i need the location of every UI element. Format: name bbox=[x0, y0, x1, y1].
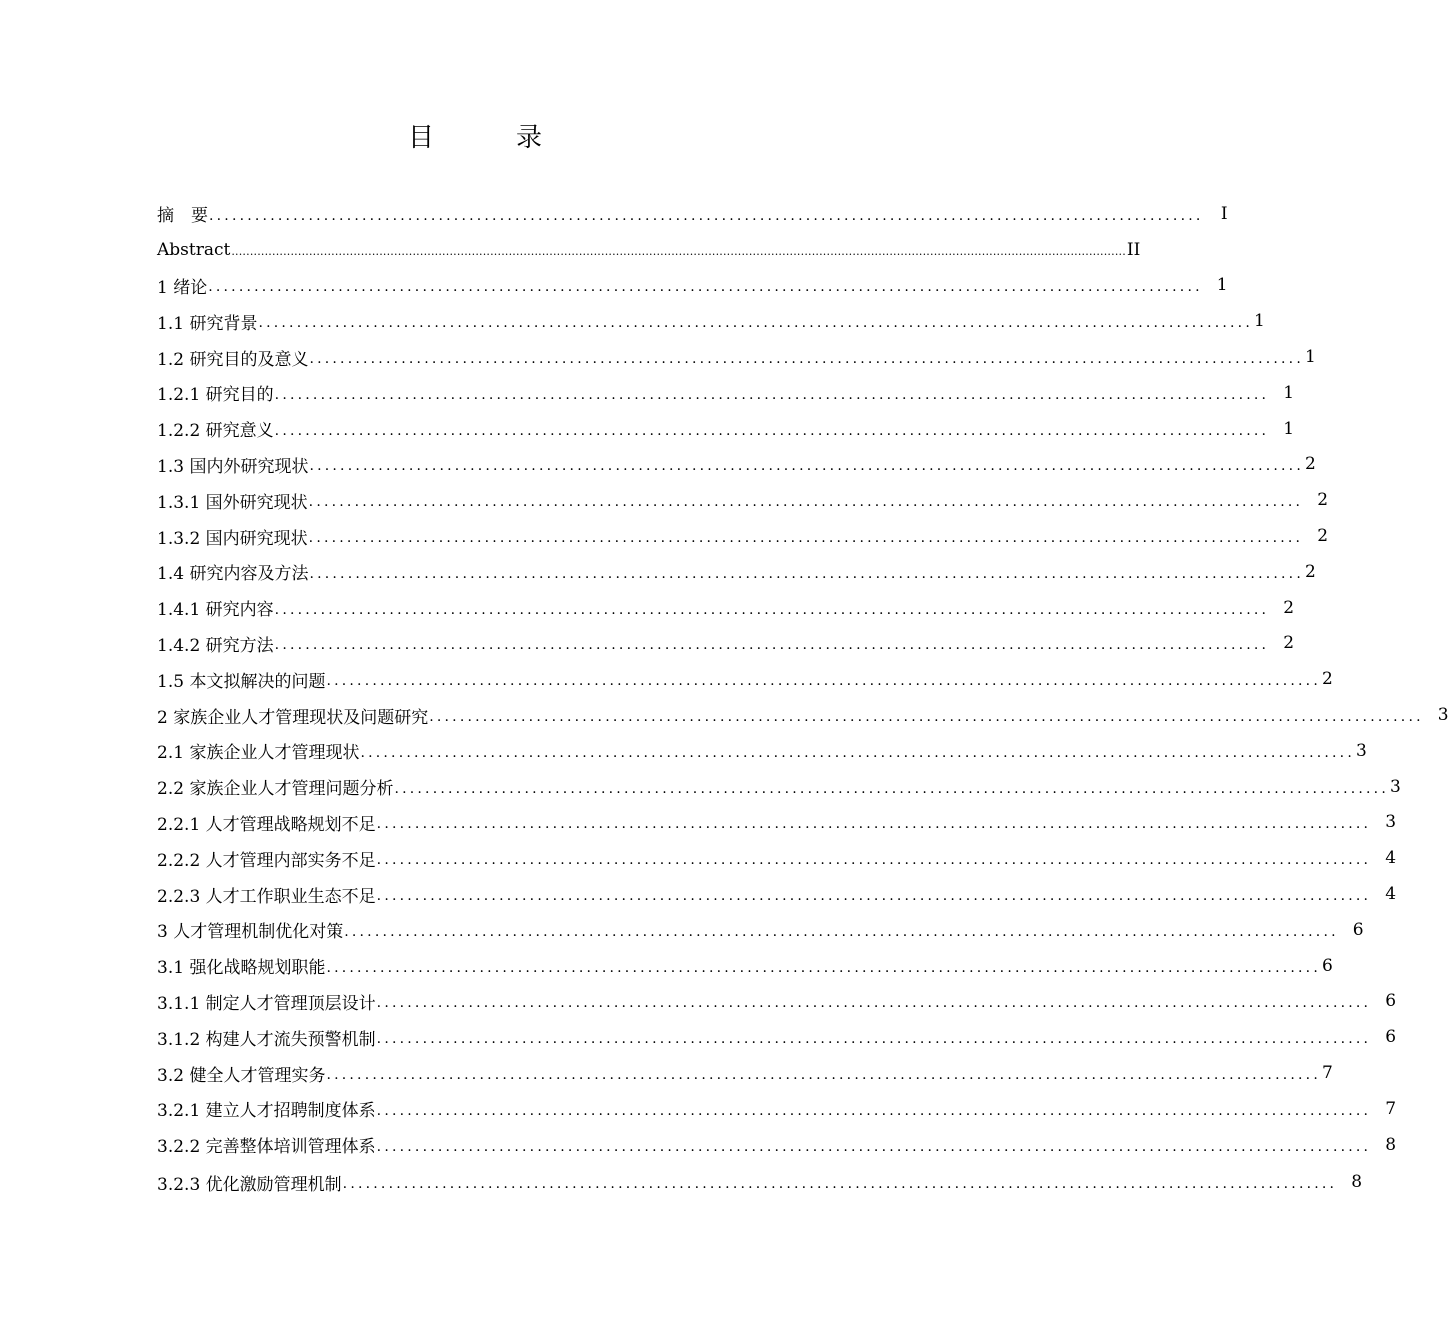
toc-entry-label: 3.2 健全人才管理实务 bbox=[157, 1065, 326, 1086]
dot-leader: .................................................................................................................................. bbox=[376, 852, 1372, 869]
toc-entry-page: 8 bbox=[1351, 1172, 1363, 1193]
dot-leader: .................................................................................................................................. bbox=[326, 959, 1321, 976]
toc-entry-label: 1.4.1 研究内容 bbox=[157, 600, 274, 621]
table-of-contents bbox=[157, 196, 1449, 1200]
toc-entry-page: 1 bbox=[1304, 347, 1316, 368]
toc-entry-label: 2.1 家族企业人才管理现状 bbox=[157, 743, 360, 764]
toc-entry[interactable] bbox=[157, 375, 1295, 411]
toc-entry[interactable] bbox=[157, 518, 1329, 554]
dot-leader: .................................................................................................................................. bbox=[376, 995, 1372, 1012]
toc-entry[interactable] bbox=[157, 303, 1265, 339]
toc-entry[interactable] bbox=[157, 626, 1295, 662]
toc-entry-label: 3.2.3 优化激励管理机制 bbox=[157, 1174, 342, 1195]
toc-entry-page: 3 bbox=[1385, 812, 1397, 833]
toc-entry-page: II bbox=[1126, 239, 1141, 260]
dot-leader: .................................................................................................................................. bbox=[429, 709, 1424, 726]
toc-entry-page: 8 bbox=[1385, 1134, 1397, 1155]
toc-entry-page: 7 bbox=[1385, 1098, 1397, 1119]
toc-entry-page: 1 bbox=[1253, 311, 1265, 332]
toc-entry-page: I bbox=[1220, 203, 1228, 224]
dot-leader: .................................................................................................................................. bbox=[309, 351, 1304, 368]
toc-entry[interactable] bbox=[157, 1091, 1397, 1127]
toc-entry-label: 2.2.3 人才工作职业生态不足 bbox=[157, 886, 376, 907]
toc-entry-page: 1 bbox=[1216, 275, 1228, 296]
dot-leader: .................................................................................................................................. bbox=[360, 744, 1355, 761]
dot-leader: .................................................................................................................................. bbox=[376, 816, 1372, 833]
toc-entry-label: 2 家族企业人才管理现状及问题研究 bbox=[157, 707, 429, 728]
toc-entry-page: 2 bbox=[1304, 454, 1316, 475]
toc-entry-label: 摘 要 bbox=[157, 206, 208, 227]
toc-entry-label: 1.4.2 研究方法 bbox=[157, 635, 274, 656]
toc-entry-page: 6 bbox=[1321, 955, 1333, 976]
dot-leader: .................................................................................................................................. bbox=[274, 637, 1270, 654]
toc-entry[interactable] bbox=[157, 482, 1329, 518]
toc-entry-label: 1.3 国内外研究现状 bbox=[157, 456, 309, 477]
dot-leader: .................................................................................................................................. bbox=[376, 1102, 1372, 1119]
toc-entry[interactable] bbox=[157, 1127, 1397, 1163]
toc-entry[interactable] bbox=[157, 232, 1141, 268]
toc-entry-label: 1.2.1 研究目的 bbox=[157, 385, 274, 406]
toc-entry-label: 1.2.2 研究意义 bbox=[157, 421, 274, 442]
toc-entry[interactable] bbox=[157, 912, 1364, 948]
toc-entry-page: 6 bbox=[1385, 991, 1397, 1012]
toc-entry[interactable] bbox=[157, 697, 1449, 733]
toc-entry[interactable] bbox=[157, 1019, 1397, 1055]
toc-entry[interactable] bbox=[157, 1055, 1333, 1091]
toc-entry-page: 3 bbox=[1355, 740, 1367, 761]
toc-entry[interactable] bbox=[157, 411, 1295, 447]
toc-entry-label: 3.1.1 制定人才管理顶层设计 bbox=[157, 993, 376, 1014]
toc-entry[interactable] bbox=[157, 196, 1228, 232]
toc-entry-label: 1 绪论 bbox=[157, 277, 208, 298]
toc-entry-page: 2 bbox=[1283, 633, 1295, 654]
toc-entry-page: 4 bbox=[1385, 884, 1397, 905]
toc-entry[interactable] bbox=[157, 661, 1333, 697]
toc-entry[interactable] bbox=[157, 769, 1401, 805]
dot-leader: .................................................................................................................................. bbox=[274, 601, 1270, 618]
toc-entry-page: 2 bbox=[1317, 490, 1329, 511]
dot-leader: .................................................................................................................................. bbox=[274, 386, 1270, 403]
dot-leader: .................................................................................................................................. bbox=[258, 315, 1253, 332]
dot-leader: .................................................................................................................................. bbox=[209, 207, 1204, 224]
toc-entry[interactable] bbox=[157, 733, 1367, 769]
toc-entry[interactable] bbox=[157, 554, 1316, 590]
dot-leader: .................................................................................................................................. bbox=[208, 279, 1203, 296]
dot-leader: .................................................................................................................................. bbox=[308, 494, 1304, 511]
dot-leader: .................................................................................................................................. bbox=[326, 1067, 1321, 1084]
dot-leader: .................................................................................................................................. bbox=[376, 1138, 1372, 1155]
toc-entry-label: 3 人才管理机制优化对策 bbox=[157, 922, 344, 943]
toc-entry-label: 3.1 强化战略规划职能 bbox=[157, 958, 326, 979]
toc-entry[interactable] bbox=[157, 590, 1295, 626]
toc-entry-label: Abstract bbox=[157, 239, 231, 260]
dot-leader: .................................................................................................................................. bbox=[376, 888, 1372, 905]
dot-leader: .................................................................................................................................. bbox=[308, 530, 1304, 547]
toc-entry-page: 1 bbox=[1283, 418, 1295, 439]
toc-entry-label: 3.2.2 完善整体培训管理体系 bbox=[157, 1137, 376, 1158]
toc-title: 目 录 bbox=[407, 123, 570, 153]
toc-entry-label: 2.2 家族企业人才管理问题分析 bbox=[157, 779, 394, 800]
toc-entry[interactable] bbox=[157, 339, 1316, 375]
toc-entry[interactable] bbox=[157, 948, 1333, 984]
toc-entry-label: 1.5 本文拟解决的问题 bbox=[157, 671, 326, 692]
toc-entry-page: 4 bbox=[1385, 848, 1397, 869]
toc-entry-label: 1.4 研究内容及方法 bbox=[157, 564, 309, 585]
dot-leader: .................................................................................................................................. bbox=[344, 923, 1339, 940]
toc-entry-page: 2 bbox=[1283, 597, 1295, 618]
toc-entry-label: 2.2.2 人才管理内部实务不足 bbox=[157, 850, 376, 871]
toc-entry-label: 3.2.1 建立人才招聘制度体系 bbox=[157, 1101, 376, 1122]
toc-entry-label: 1.1 研究背景 bbox=[157, 313, 258, 334]
dot-leader: .................................................................................................................................. bbox=[394, 780, 1389, 797]
toc-entry-page: 2 bbox=[1317, 526, 1329, 547]
toc-entry-page: 3 bbox=[1389, 776, 1401, 797]
toc-entry-page: 6 bbox=[1385, 1027, 1397, 1048]
dot-leader: .................................................................................................................................. bbox=[309, 458, 1304, 475]
toc-entry-label: 1.3.2 国内研究现状 bbox=[157, 528, 308, 549]
toc-entry-page: 2 bbox=[1321, 669, 1333, 690]
toc-entry[interactable] bbox=[157, 268, 1228, 304]
toc-entry-label: 2.2.1 人才管理战略规划不足 bbox=[157, 814, 376, 835]
toc-entry-label: 1.2 研究目的及意义 bbox=[157, 349, 309, 370]
toc-entry[interactable] bbox=[157, 805, 1397, 841]
toc-entry[interactable] bbox=[157, 984, 1397, 1020]
dot-leader: .................................................................................................................................. bbox=[274, 422, 1270, 439]
toc-entry-page: 6 bbox=[1352, 919, 1364, 940]
dot-leader: .................................................................................................................................. bbox=[376, 1031, 1372, 1048]
toc-entry-label: 1.3.1 国外研究现状 bbox=[157, 492, 308, 513]
toc-entry[interactable] bbox=[157, 840, 1397, 876]
toc-entry-label: 3.1.2 构建人才流失预警机制 bbox=[157, 1029, 376, 1050]
toc-entry-page: 1 bbox=[1283, 382, 1295, 403]
toc-entry[interactable] bbox=[157, 1165, 1363, 1201]
dot-leader: .................................................................................................................................. bbox=[342, 1176, 1338, 1193]
toc-entry-page: 2 bbox=[1304, 561, 1316, 582]
toc-entry[interactable] bbox=[157, 876, 1397, 912]
dot-leader: .................................................................................................................................. bbox=[326, 673, 1321, 690]
toc-entry-page: 7 bbox=[1321, 1063, 1333, 1084]
dot-leader: .................................................................................................................................. bbox=[309, 565, 1304, 582]
toc-entry[interactable] bbox=[157, 447, 1316, 483]
dot-leader: .................................................................................................................................................................................................................................................. bbox=[231, 244, 1126, 258]
toc-entry-page: 3 bbox=[1437, 705, 1449, 726]
